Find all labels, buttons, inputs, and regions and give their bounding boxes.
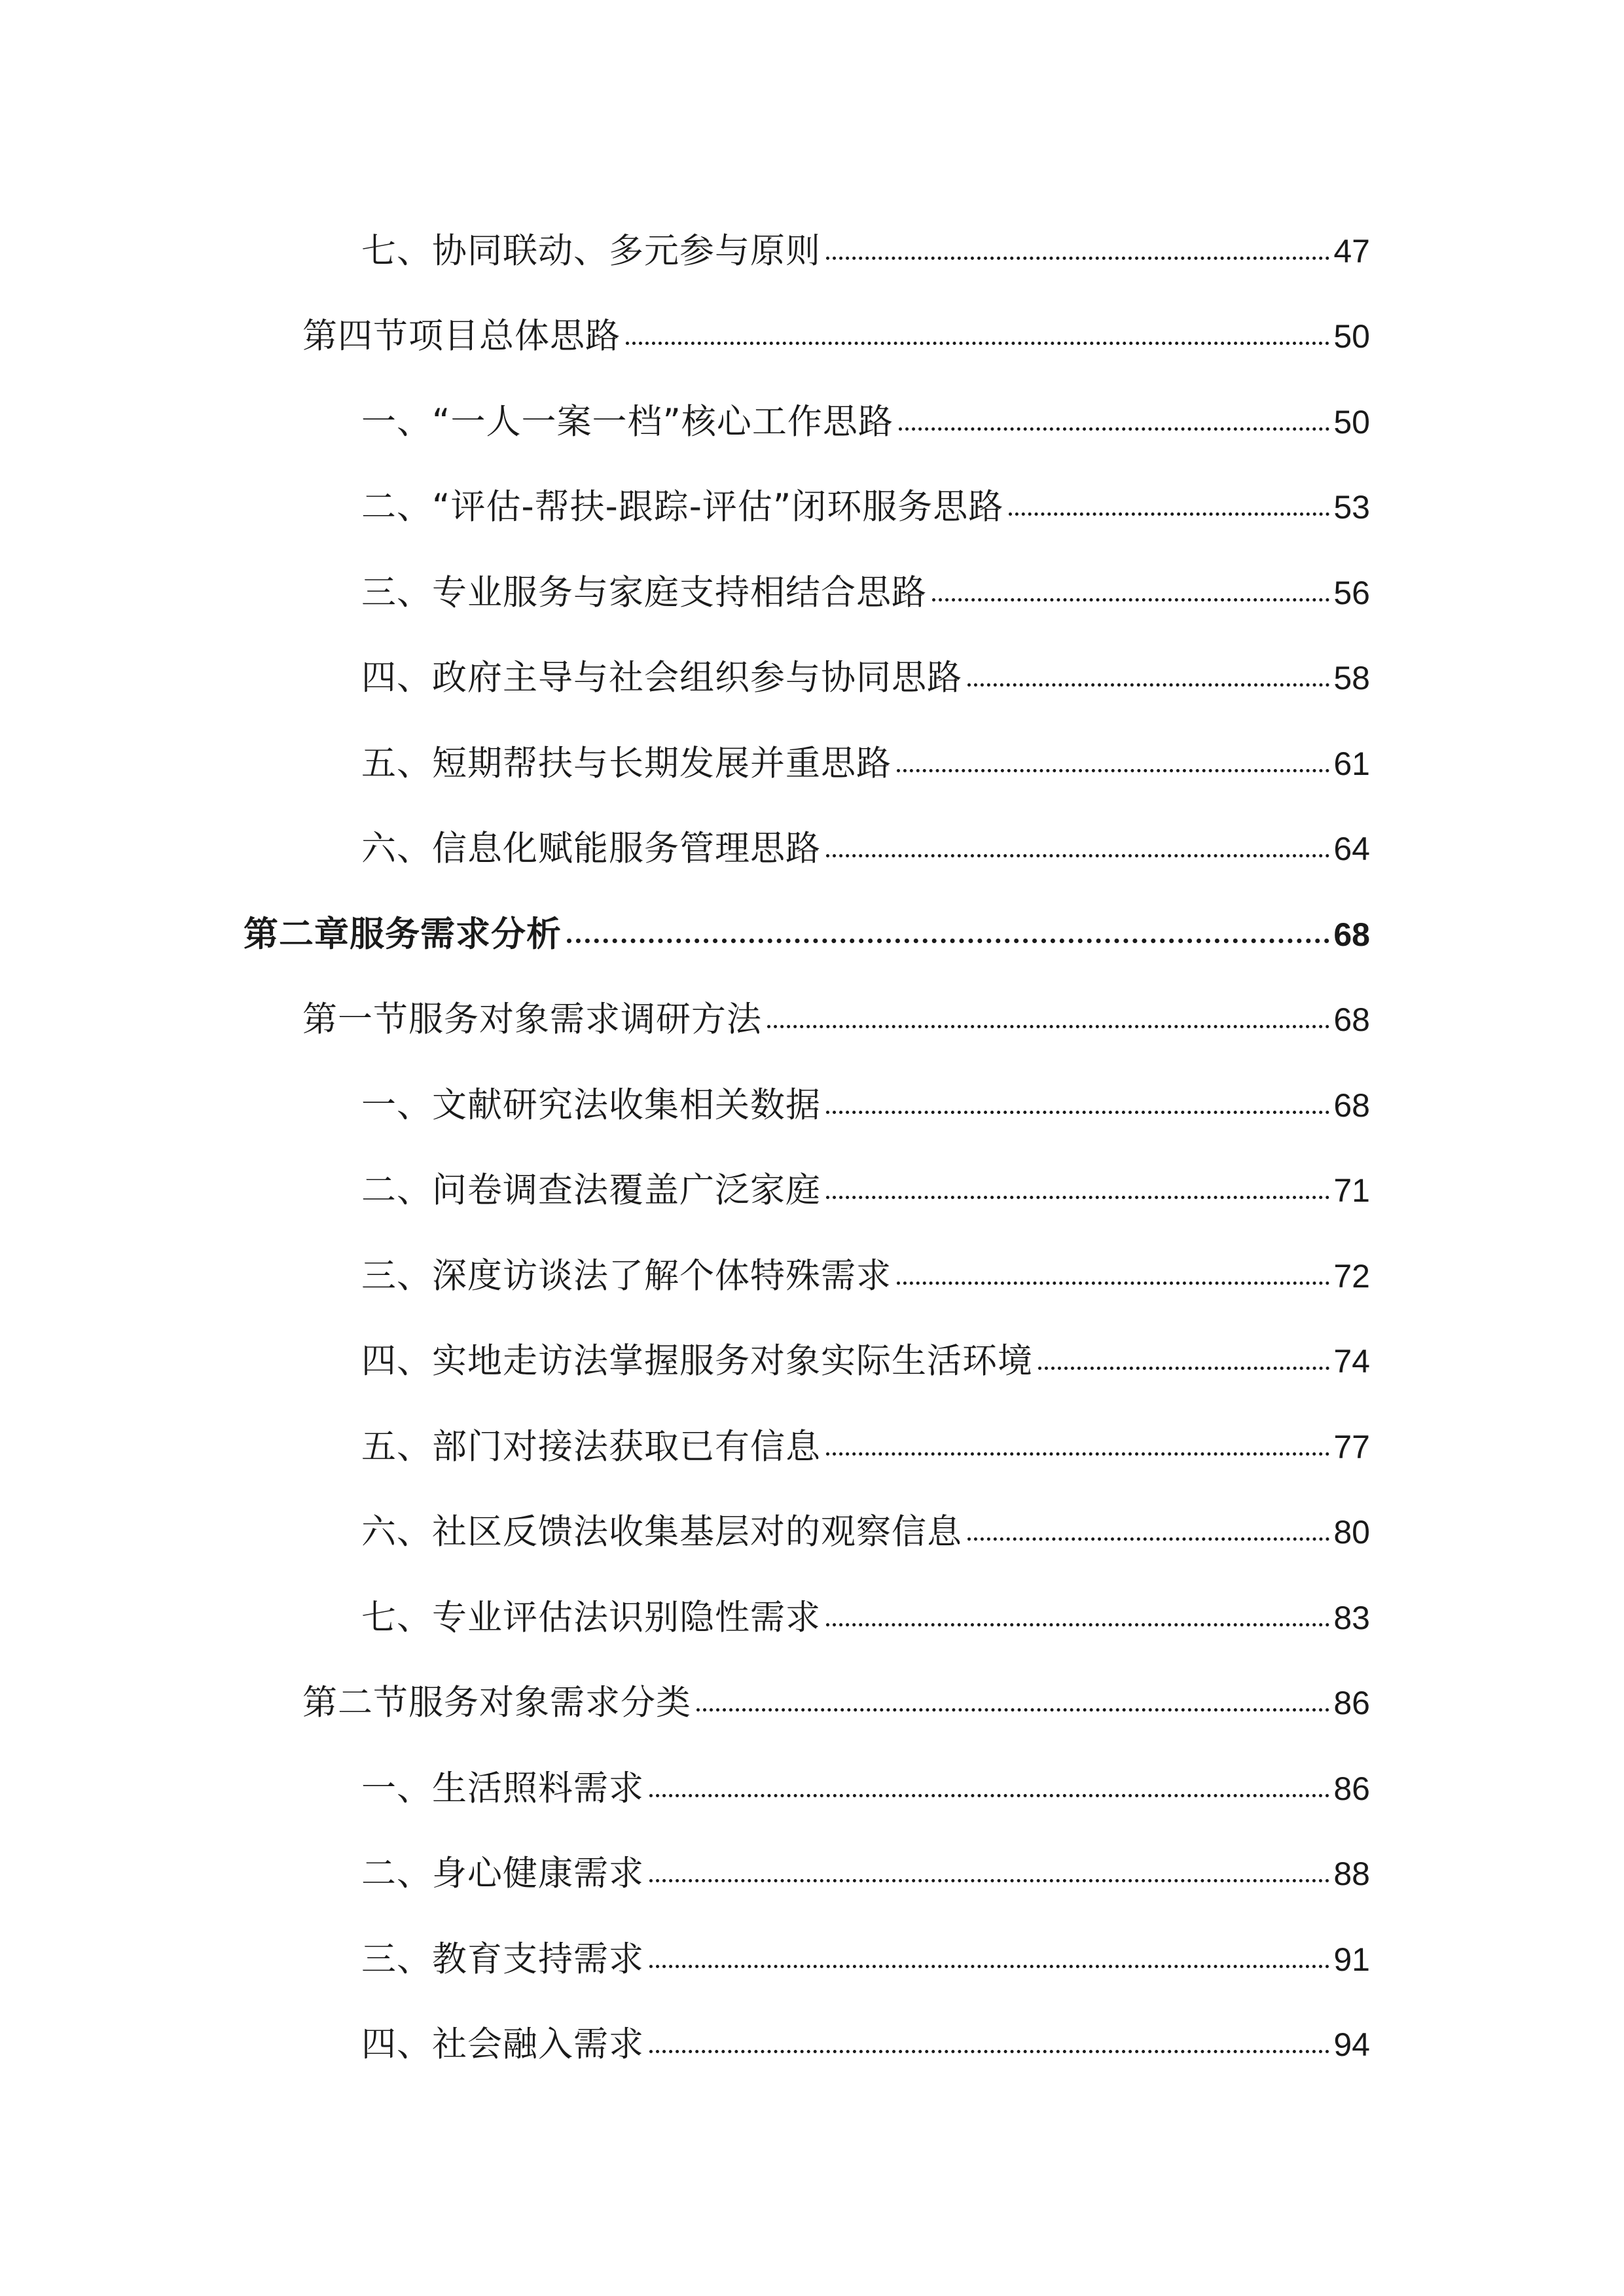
toc-entry-line xyxy=(361,394,1370,453)
toc-dot-leader xyxy=(932,598,1329,601)
toc-entry-7[interactable] xyxy=(0,709,1624,795)
toc-entry-8[interactable] xyxy=(0,795,1624,880)
toc-entry-title: 第二节服务对象需求分类 xyxy=(302,1683,691,1723)
toc-entry-line xyxy=(361,565,1370,624)
toc-entry-16[interactable] xyxy=(0,1478,1624,1564)
toc-entry-9[interactable] xyxy=(0,880,1624,965)
toc-entry-page-number: 68 xyxy=(1333,1001,1370,1038)
toc-dot-leader xyxy=(826,854,1329,857)
table-of-contents xyxy=(0,196,1624,2075)
toc-entry-page-number: 74 xyxy=(1333,1343,1370,1380)
toc-entry-3[interactable] xyxy=(0,367,1624,453)
toc-entry-5[interactable] xyxy=(0,538,1624,624)
toc-entry-title: 五、部门对接法获取已有信息 xyxy=(361,1426,821,1467)
toc-entry-21[interactable] xyxy=(0,1905,1624,1990)
toc-dot-leader xyxy=(826,257,1329,260)
toc-dot-leader xyxy=(567,939,1329,943)
toc-entry-page-number: 72 xyxy=(1333,1257,1370,1295)
toc-entry-15[interactable] xyxy=(0,1392,1624,1478)
toc-dot-leader xyxy=(1009,512,1329,516)
toc-dot-leader xyxy=(826,1452,1329,1456)
toc-entry-title: 六、信息化赋能服务管理思路 xyxy=(361,829,821,869)
toc-entry-title: 六、社区反馈法收集基层对的观察信息 xyxy=(361,1512,962,1552)
toc-entry-title: 二、“评估-帮扶-跟踪-评估”闭环服务思路 xyxy=(361,487,1004,527)
toc-dot-leader xyxy=(696,1708,1329,1712)
toc-entry-title: 三、教育支持需求 xyxy=(361,1939,644,1979)
toc-entry-13[interactable] xyxy=(0,1221,1624,1307)
toc-entry-19[interactable] xyxy=(0,1734,1624,1820)
toc-dot-leader xyxy=(649,1794,1329,1797)
toc-entry-4[interactable] xyxy=(0,453,1624,539)
toc-entry-title: 四、社会融入需求 xyxy=(361,2024,644,2064)
toc-entry-title: 第一节服务对象需求调研方法 xyxy=(302,999,762,1039)
toc-entry-title: 四、实地走访法掌握服务对象实际生活环境 xyxy=(361,1341,1033,1381)
toc-entry-page-number: 68 xyxy=(1333,1086,1370,1124)
toc-entry-title: 一、文献研究法收集相关数据 xyxy=(361,1085,821,1125)
toc-dot-leader xyxy=(649,2050,1329,2053)
toc-dot-leader xyxy=(967,683,1329,687)
toc-dot-leader xyxy=(649,1879,1329,1882)
toc-entry-page-number: 47 xyxy=(1333,232,1370,270)
toc-dot-leader xyxy=(826,1111,1329,1114)
toc-entry-page-number: 58 xyxy=(1333,660,1370,696)
toc-entry-page-number: 94 xyxy=(1333,2026,1370,2063)
toc-entry-title: 一、“一人一案一档”核心工作思路 xyxy=(361,401,893,442)
toc-entry-title: 第二章服务需求分析 xyxy=(244,914,562,954)
toc-entry-title: 第四节项目总体思路 xyxy=(302,316,621,356)
toc-dot-leader xyxy=(767,1025,1329,1028)
toc-entry-line xyxy=(361,479,1370,538)
toc-dot-leader xyxy=(897,769,1329,772)
toc-dot-leader xyxy=(826,1196,1329,1199)
toc-entry-22[interactable] xyxy=(0,1990,1624,2076)
toc-entry-line xyxy=(361,223,1370,282)
toc-entry-page-number: 56 xyxy=(1333,574,1370,611)
toc-entry-line xyxy=(361,1248,1370,1307)
toc-dot-leader xyxy=(967,1537,1329,1541)
toc-entry-line xyxy=(302,992,1370,1050)
toc-entry-6[interactable] xyxy=(0,624,1624,709)
toc-entry-line xyxy=(361,1846,1370,1905)
toc-entry-line xyxy=(361,650,1370,709)
toc-dot-leader xyxy=(899,427,1329,431)
toc-entry-page-number: 61 xyxy=(1333,745,1370,782)
toc-entry-line xyxy=(361,821,1370,880)
toc-entry-line xyxy=(361,736,1370,795)
toc-entry-17[interactable] xyxy=(0,1563,1624,1649)
toc-entry-title: 二、问卷调查法覆盖广泛家庭 xyxy=(361,1170,821,1210)
toc-entry-20[interactable] xyxy=(0,1820,1624,1905)
toc-entry-11[interactable] xyxy=(0,1050,1624,1136)
toc-entry-line xyxy=(302,1675,1370,1734)
toc-entry-line xyxy=(361,1761,1370,1820)
toc-entry-page-number: 71 xyxy=(1333,1172,1370,1209)
toc-entry-title: 五、短期帮扶与长期发展并重思路 xyxy=(361,743,892,783)
toc-entry-line xyxy=(361,1419,1370,1478)
toc-entry-page-number: 91 xyxy=(1333,1941,1370,1978)
toc-entry-page-number: 50 xyxy=(1333,403,1370,440)
toc-entry-page-number: 88 xyxy=(1333,1856,1370,1892)
toc-entry-title: 一、生活照料需求 xyxy=(361,1768,644,1808)
toc-entry-12[interactable] xyxy=(0,1136,1624,1222)
toc-entry-line xyxy=(361,1931,1370,1990)
toc-entry-page-number: 53 xyxy=(1333,489,1370,526)
toc-entry-page-number: 86 xyxy=(1333,1770,1370,1807)
toc-entry-line xyxy=(361,1590,1370,1649)
toc-entry-line xyxy=(244,906,1370,965)
toc-dot-leader xyxy=(1038,1367,1329,1370)
toc-entry-page-number: 50 xyxy=(1333,318,1370,355)
toc-entry-title: 三、专业服务与家庭支持相结合思路 xyxy=(361,572,927,613)
toc-entry-1[interactable] xyxy=(0,196,1624,282)
toc-entry-title: 二、身心健康需求 xyxy=(361,1854,644,1893)
toc-entry-title: 七、协同联动、多元参与原则 xyxy=(361,230,821,271)
toc-entry-line xyxy=(302,308,1370,367)
toc-dot-leader xyxy=(826,1623,1329,1626)
toc-entry-page-number: 83 xyxy=(1333,1599,1370,1636)
toc-entry-title: 四、政府主导与社会组织参与协同思路 xyxy=(361,658,962,698)
toc-entry-10[interactable] xyxy=(0,965,1624,1051)
toc-dot-leader xyxy=(626,342,1329,345)
toc-entry-line xyxy=(361,1333,1370,1392)
toc-entry-14[interactable] xyxy=(0,1307,1624,1393)
toc-dot-leader xyxy=(897,1282,1329,1285)
toc-dot-leader xyxy=(649,1965,1329,1968)
toc-entry-2[interactable] xyxy=(0,282,1624,368)
toc-entry-page-number: 64 xyxy=(1333,831,1370,867)
toc-entry-line xyxy=(361,1077,1370,1136)
toc-entry-title: 七、专业评估法识别隐性需求 xyxy=(361,1597,821,1638)
toc-entry-line xyxy=(361,1504,1370,1563)
toc-entry-18[interactable] xyxy=(0,1649,1624,1734)
toc-entry-page-number: 80 xyxy=(1333,1514,1370,1551)
toc-entry-line xyxy=(361,2017,1370,2075)
toc-entry-page-number: 68 xyxy=(1333,916,1370,953)
toc-entry-line xyxy=(361,1162,1370,1221)
toc-entry-page-number: 77 xyxy=(1333,1428,1370,1465)
toc-entry-title: 三、深度访谈法了解个体特殊需求 xyxy=(361,1255,892,1296)
toc-entry-page-number: 86 xyxy=(1333,1685,1370,1721)
